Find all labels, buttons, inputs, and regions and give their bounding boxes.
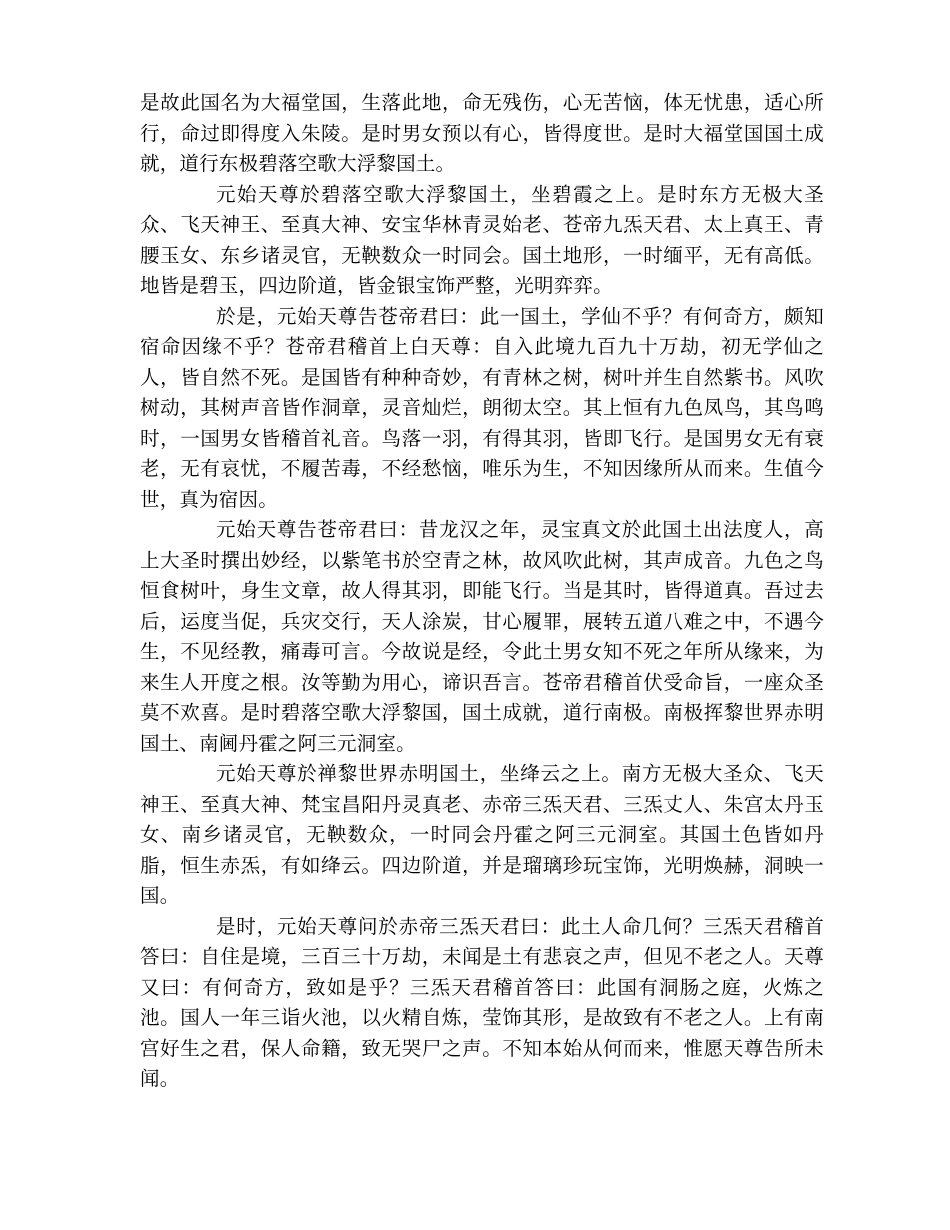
paragraph-1: 是故此国名为大福堂国，生落此地，命无残伤，心无苦恼，体无忧患，适心所行，命过即得度入朱陵。是时男女预以有心，皆得度世。是时大福堂国国土成就，道行东极碧落空歌大浮黎国土。 — [140, 91, 824, 175]
paragraph-5: 元始天尊於禅黎世界赤明国土，坐绛云之上。南方无极大圣众、飞天神王、至真大神、梵宝昌阳丹灵真老、赤帝三炁天君、三炁丈人、朱宫太丹玉女、南乡诸灵官，无鞅数众，一时同会丹霍之阿三元洞室。其国土色皆如丹脂，恒生赤炁，有如绛云。四边阶道，并是瑠璃珍玩宝饰，光明焕赫，洞映一国。 — [140, 762, 824, 907]
document-page — [140, 88, 824, 1095]
paragraph-6: 是时，元始天尊问於赤帝三炁天君曰：此土人命几何？三炁天君稽首答曰：自住是境，三百三十万劫，未闻是土有悲哀之声，但见不老之人。天尊又曰：有何奇方，致如是乎？三炁天君稽首答曰：此国有洞肠之庭，火炼之池。国人一年三诣火池，以火精自炼，莹饰其形，是故致有不老之人。上有南宫好生之君，保人命籍，致无哭尸之声。不知本始从何而来，惟愿天尊告所未闻。 — [140, 914, 824, 1090]
paragraph-3: 於是，元始天尊告苍帝君曰：此一国土，学仙不乎？有何奇方，颇知宿命因缘不乎？苍帝君稽首上白天尊：自入此境九百九十万劫，初无学仙之人，皆自然不死。是国皆有种种奇妙，有青林之树，树叶并生自然紫书。风吹树动，其树声音皆作洞章，灵音灿烂，朗彻太空。其上恒有九色凤鸟，其鸟鸣时，一国男女皆稽首礼音。鸟落一羽，有得其羽，皆即飞行。是国男女无有衰老，无有哀忧，不履苦毒，不经愁恼，唯乐为生，不知因缘所从而来。生值今世，真为宿因。 — [140, 304, 824, 511]
paragraph-4: 元始天尊告苍帝君曰：昔龙汉之年，灵宝真文於此国土出法度人，高上大圣时撰出妙经，以紫笔书於空青之林，故风吹此树，其声成音。九色之鸟恒食树叶，身生文章，故人得其羽，即能飞行。当是其时，皆得道真。吾过去后，运度当促，兵灾交行，天人涂炭，甘心履罪，展转五道八难之中，不遇今生，不见经教，痛毒可言。今故说是经，令此土男女知不死之年所从缘来，为来生人开度之根。汝等勤为用心，谛识吾言。苍帝君稽首伏受命旨，一座众圣莫不欢喜。是时碧落空歌大浮黎国，国土成就，道行南极。南极挥黎世界赤明国土、南阃丹霍之阿三元洞室。 — [140, 518, 824, 755]
paragraph-2: 元始天尊於碧落空歌大浮黎国土，坐碧霞之上。是时东方无极大圣众、飞天神王、至真大神、安宝华林青灵始老、苍帝九炁天君、太上真王、青腰玉女、东乡诸灵官，无鞅数众一时同会。国土地形，一时缅平，无有高低。地皆是碧玉，四边阶道，皆金银宝饰严整，光明弈弈。 — [140, 182, 824, 297]
